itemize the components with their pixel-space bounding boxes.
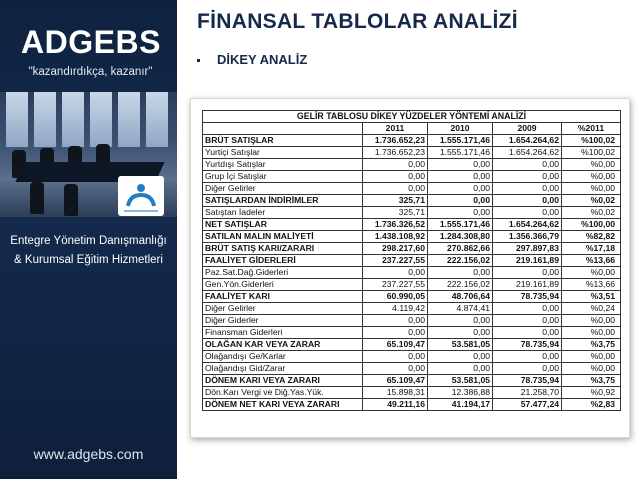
section-label: DİKEY ANALİZ	[217, 52, 308, 67]
row-label: BRÜT SATIŞ KARI/ZARARI	[203, 243, 363, 255]
percent-2011: %17,18	[562, 243, 621, 255]
value-2011: 0,00	[363, 183, 428, 195]
value-2010: 48.706,64	[428, 291, 493, 303]
row-label: Grup İçi Satışlar	[203, 171, 363, 183]
value-2009: 1.654.264,62	[493, 135, 562, 147]
percent-2011: %100,02	[562, 147, 621, 159]
row-label: Diğer Gelirler	[203, 303, 363, 315]
value-2010: 12.386,88	[428, 387, 493, 399]
percent-2011: %2,83	[562, 399, 621, 411]
value-2010: 53.581,05	[428, 375, 493, 387]
value-2009: 0,00	[493, 207, 562, 219]
row-label: BRÜT SATIŞLAR	[203, 135, 363, 147]
value-2010: 0,00	[428, 267, 493, 279]
percent-2011: %0,02	[562, 195, 621, 207]
value-2009: 0,00	[493, 159, 562, 171]
table-row	[203, 255, 621, 267]
value-2010: 0,00	[428, 207, 493, 219]
row-label: Yurtiçi Satışlar	[203, 147, 363, 159]
tagline-line-1: Entegre Yönetim Danışmanlığı	[10, 235, 167, 247]
column-header	[203, 123, 363, 135]
table-row	[203, 159, 621, 171]
tagline-line-2: & Kurumsal Eğitim Hizmetleri	[14, 254, 163, 266]
value-2009: 78.735,94	[493, 375, 562, 387]
value-2010: 41.194,17	[428, 399, 493, 411]
percent-2011: %82,82	[562, 231, 621, 243]
percent-2011: %13,66	[562, 279, 621, 291]
page-title: FİNANSAL TABLOLAR ANALİZİ	[197, 10, 518, 33]
value-2011: 325,71	[363, 207, 428, 219]
value-2011: 1.736.652,23	[363, 147, 428, 159]
value-2011: 325,71	[363, 195, 428, 207]
value-2011: 65.109,47	[363, 375, 428, 387]
table-row	[203, 315, 621, 327]
value-2011: 0,00	[363, 351, 428, 363]
percent-2011: %0,00	[562, 183, 621, 195]
value-2010: 0,00	[428, 351, 493, 363]
table-row	[203, 279, 621, 291]
percent-2011: %3,51	[562, 291, 621, 303]
column-header: %2011	[562, 123, 621, 135]
value-2011: 1.438.108,92	[363, 231, 428, 243]
website-url: www.adgebs.com	[33, 446, 144, 462]
table-row	[203, 387, 621, 399]
value-2010: 1.284.308,80	[428, 231, 493, 243]
value-2011: 0,00	[363, 267, 428, 279]
value-2010: 0,00	[428, 171, 493, 183]
table-row	[203, 135, 621, 147]
table-row	[203, 267, 621, 279]
bullet-icon	[197, 59, 200, 62]
row-label: Dön.Karı Vergi ve Diğ.Yas.Yük.	[203, 387, 363, 399]
value-2011: 298.217,60	[363, 243, 428, 255]
value-2009: 0,00	[493, 303, 562, 315]
table-row	[203, 183, 621, 195]
value-2010: 0,00	[428, 159, 493, 171]
row-label: FAALİYET GİDERLERİ	[203, 255, 363, 267]
value-2009: 57.477,24	[493, 399, 562, 411]
value-2010: 4.874,41	[428, 303, 493, 315]
value-2010: 222.156,02	[428, 279, 493, 291]
value-2009: 0,00	[493, 363, 562, 375]
row-label: Diğer Gelirler	[203, 183, 363, 195]
value-2011: 65.109,47	[363, 339, 428, 351]
percent-2011: %13,66	[562, 255, 621, 267]
table-row	[203, 147, 621, 159]
value-2011: 0,00	[363, 363, 428, 375]
percent-2011: %0,00	[562, 267, 621, 279]
brand-slogan: "kazandırdıkça, kazanır"	[28, 66, 153, 78]
value-2009: 219.161,89	[493, 255, 562, 267]
table-caption: GELİR TABLOSU DİKEY YÜZDELER YÖNTEMİ ANALİZİ	[203, 111, 621, 123]
table-row	[203, 363, 621, 375]
row-label: Satıştan İadeler	[203, 207, 363, 219]
table-row	[203, 195, 621, 207]
percent-2011: %0,24	[562, 303, 621, 315]
company-logo-icon	[118, 176, 164, 216]
row-label: Gen.Yön.Giderleri	[203, 279, 363, 291]
table-row	[203, 303, 621, 315]
percent-2011: %3,75	[562, 339, 621, 351]
table-row	[203, 231, 621, 243]
value-2011: 0,00	[363, 171, 428, 183]
table-row	[203, 291, 621, 303]
table-row	[203, 327, 621, 339]
value-2009: 1.654.264,62	[493, 219, 562, 231]
value-2010: 1.555.171,46	[428, 135, 493, 147]
value-2009: 78.735,94	[493, 291, 562, 303]
table-row	[203, 207, 621, 219]
table-row	[203, 375, 621, 387]
table-row	[203, 219, 621, 231]
value-2011: 49.211,16	[363, 399, 428, 411]
income-statement-table	[202, 110, 621, 411]
percent-2011: %100,00	[562, 219, 621, 231]
table-row	[203, 399, 621, 411]
value-2009: 0,00	[493, 327, 562, 339]
row-label: NET SATIŞLAR	[203, 219, 363, 231]
value-2010: 1.555.171,46	[428, 147, 493, 159]
value-2010: 53.581,05	[428, 339, 493, 351]
value-2011: 4.119,42	[363, 303, 428, 315]
income-statement-card	[190, 98, 630, 438]
value-2010: 222.156,02	[428, 255, 493, 267]
row-label: OLAĞAN KAR VEYA ZARAR	[203, 339, 363, 351]
value-2011: 0,00	[363, 315, 428, 327]
value-2009: 78.735,94	[493, 339, 562, 351]
column-header: 2009	[493, 123, 562, 135]
value-2009: 1.654.264,62	[493, 147, 562, 159]
percent-2011: %0,00	[562, 315, 621, 327]
column-header: 2010	[428, 123, 493, 135]
sidebar	[0, 0, 177, 479]
table-row	[203, 339, 621, 351]
table-row	[203, 351, 621, 363]
row-label: SATILAN MALIN MALİYETİ	[203, 231, 363, 243]
row-label: DÖNEM NET KARI VEYA ZARARI	[203, 399, 363, 411]
percent-2011: %0,00	[562, 159, 621, 171]
value-2009: 0,00	[493, 315, 562, 327]
column-header: 2011	[363, 123, 428, 135]
value-2011: 1.736.652,23	[363, 135, 428, 147]
percent-2011: %0,02	[562, 207, 621, 219]
value-2011: 15.898,31	[363, 387, 428, 399]
value-2009: 0,00	[493, 351, 562, 363]
percent-2011: %0,00	[562, 351, 621, 363]
value-2011: 1.736.326,52	[363, 219, 428, 231]
row-label: Yurtdışı Satışlar	[203, 159, 363, 171]
value-2011: 0,00	[363, 327, 428, 339]
row-label: Finansman Giderleri	[203, 327, 363, 339]
value-2009: 0,00	[493, 267, 562, 279]
value-2010: 0,00	[428, 315, 493, 327]
value-2011: 237.227,55	[363, 279, 428, 291]
row-label: Paz.Sat.Dağ.Giderleri	[203, 267, 363, 279]
value-2009: 219.161,89	[493, 279, 562, 291]
sidebar-tagline	[0, 232, 177, 270]
value-2010: 0,00	[428, 363, 493, 375]
row-label: Olağandışı Gid/Zarar	[203, 363, 363, 375]
value-2010: 1.555.171,46	[428, 219, 493, 231]
row-label: FAALİYET KARI	[203, 291, 363, 303]
percent-2011: %100,02	[562, 135, 621, 147]
percent-2011: %0,00	[562, 327, 621, 339]
value-2009: 1.356.366,79	[493, 231, 562, 243]
table-row	[203, 171, 621, 183]
value-2010: 0,00	[428, 327, 493, 339]
row-label: DÖNEM KARI VEYA ZARARI	[203, 375, 363, 387]
table-row	[203, 243, 621, 255]
row-label: Olağandışı Ge/Karlar	[203, 351, 363, 363]
percent-2011: %3,75	[562, 375, 621, 387]
percent-2011: %0,92	[562, 387, 621, 399]
value-2009: 0,00	[493, 171, 562, 183]
percent-2011: %0,00	[562, 363, 621, 375]
value-2011: 60.990,05	[363, 291, 428, 303]
value-2011: 237.227,55	[363, 255, 428, 267]
value-2009: 297.897,83	[493, 243, 562, 255]
value-2009: 21.258,70	[493, 387, 562, 399]
value-2010: 0,00	[428, 183, 493, 195]
table-header-row	[203, 123, 621, 135]
brand-logo-text: ADGEBS	[21, 24, 161, 60]
row-label: Diğer Giderler	[203, 315, 363, 327]
percent-2011: %0,00	[562, 171, 621, 183]
value-2011: 0,00	[363, 159, 428, 171]
value-2009: 0,00	[493, 183, 562, 195]
value-2009: 0,00	[493, 195, 562, 207]
value-2010: 270.862,66	[428, 243, 493, 255]
value-2010: 0,00	[428, 195, 493, 207]
row-label: SATIŞLARDAN İNDİRİMLER	[203, 195, 363, 207]
bullet-item	[197, 52, 307, 67]
